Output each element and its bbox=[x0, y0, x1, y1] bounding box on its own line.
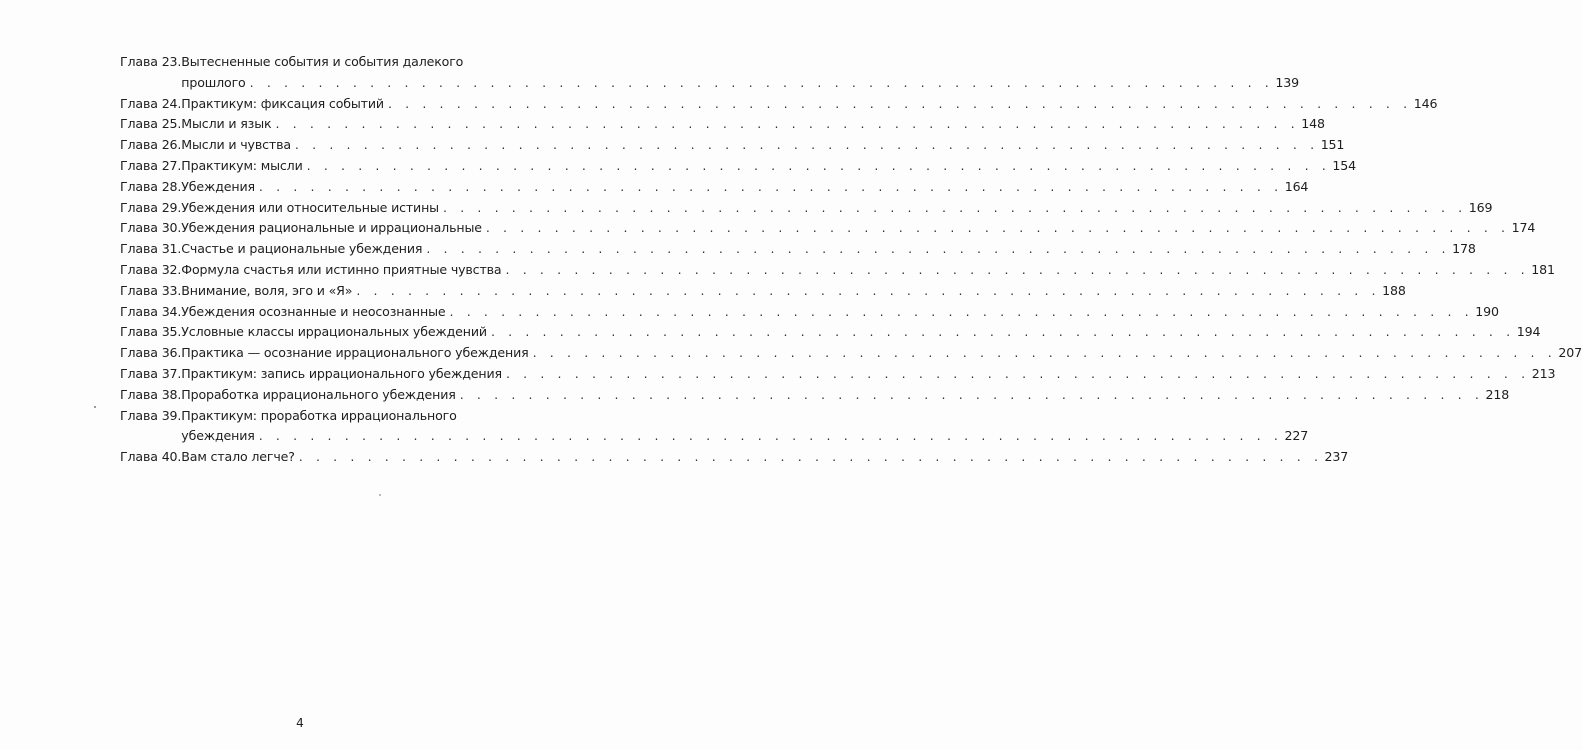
dot-leader bbox=[299, 447, 1323, 468]
chapter-title-line bbox=[181, 114, 1325, 135]
chapter-label: Глава 23. bbox=[120, 54, 182, 69]
chapter-title-block bbox=[181, 135, 1345, 156]
chapter-page-number: 151 bbox=[1320, 137, 1345, 153]
chapter-title-line bbox=[181, 322, 1541, 343]
chapter-title-block bbox=[181, 364, 1556, 385]
chapter-title-line bbox=[181, 385, 1510, 406]
dot-leader bbox=[426, 239, 1450, 260]
toc-entry bbox=[120, 198, 1493, 219]
chapter-page-number: 190 bbox=[1475, 303, 1499, 319]
chapter-page-number: 139 bbox=[1275, 74, 1299, 90]
toc-entry bbox=[120, 385, 1510, 406]
dot-leader bbox=[491, 322, 1515, 343]
dot-leader bbox=[356, 281, 1380, 302]
chapter-page-number: 146 bbox=[1413, 95, 1438, 111]
dot-leader bbox=[388, 94, 1412, 115]
dot-leader bbox=[486, 218, 1510, 239]
chapter-title-line bbox=[181, 260, 1555, 281]
dot-leader bbox=[250, 73, 1274, 94]
chapter-label: Глава 34. bbox=[120, 303, 182, 319]
dot-leader bbox=[533, 343, 1557, 364]
chapter-label: Глава 39. bbox=[120, 407, 182, 423]
toc-entry bbox=[120, 406, 1309, 448]
chapter-title-text: Счастье и рациональные убеждения bbox=[181, 241, 423, 257]
table-of-contents bbox=[120, 52, 1582, 468]
chapter-title-line bbox=[181, 177, 1309, 198]
chapter-title-block bbox=[181, 52, 1299, 94]
chapter-title-text: Убеждения осознанные и неосознанные bbox=[181, 303, 446, 319]
chapter-page-number: 237 bbox=[1324, 449, 1349, 465]
page-number: 4 bbox=[296, 716, 304, 730]
chapter-title-text: Практикум: запись иррационального убеждения bbox=[181, 365, 502, 381]
chapter-title-line bbox=[181, 302, 1499, 323]
chapter-title-line bbox=[181, 73, 1299, 94]
toc-entry bbox=[120, 94, 1438, 115]
chapter-page-number: 169 bbox=[1468, 199, 1493, 215]
chapter-title-text: Убеждения или относительные истины bbox=[181, 199, 439, 215]
chapter-page-number: 188 bbox=[1382, 282, 1406, 298]
chapter-page-number: 181 bbox=[1531, 261, 1555, 277]
chapter-title-line bbox=[181, 343, 1582, 364]
chapter-title-text: Практикум: фиксация событий bbox=[181, 95, 384, 111]
chapter-title-line bbox=[181, 426, 1309, 447]
chapter-title-line bbox=[181, 156, 1356, 177]
chapter-label: Глава 33. bbox=[120, 282, 182, 298]
toc-entry bbox=[120, 343, 1582, 364]
chapter-title-text: Условные классы иррациональных убеждений bbox=[181, 324, 487, 340]
toc-entry bbox=[120, 281, 1406, 302]
chapter-title-text: Мысли и чувства bbox=[181, 137, 291, 153]
scan-speck bbox=[94, 406, 96, 408]
chapter-title-block bbox=[181, 322, 1541, 343]
chapter-title-text: Убеждения рациональные и иррациональные bbox=[181, 220, 482, 236]
scan-speck bbox=[379, 494, 381, 496]
chapter-title-text: убеждения bbox=[181, 428, 255, 444]
chapter-label: Глава 38. bbox=[120, 386, 182, 402]
chapter-label: Глава 29. bbox=[120, 199, 182, 215]
chapter-label: Глава 35. bbox=[120, 324, 182, 340]
chapter-label: Глава 25. bbox=[120, 116, 182, 132]
chapter-title-line bbox=[181, 239, 1476, 260]
chapter-title-text: Практика — осознание иррационального убеждения bbox=[181, 345, 529, 361]
chapter-title-block bbox=[181, 302, 1499, 323]
chapter-title-text: Проработка иррационального убеждения bbox=[181, 386, 456, 402]
dot-leader bbox=[295, 135, 1319, 156]
chapter-title-line bbox=[181, 447, 1349, 468]
toc-entry bbox=[120, 114, 1325, 135]
chapter-title-block bbox=[181, 114, 1325, 135]
chapter-title-block bbox=[181, 406, 1309, 448]
chapter-title-text: Практикум: проработка иррационального bbox=[181, 407, 457, 423]
chapter-label: Глава 32. bbox=[120, 261, 182, 277]
chapter-page-number: 154 bbox=[1332, 157, 1356, 173]
toc-entry bbox=[120, 260, 1555, 281]
chapter-page-number: 148 bbox=[1301, 116, 1325, 132]
chapter-title-line bbox=[181, 135, 1345, 156]
chapter-title-line bbox=[181, 406, 512, 427]
chapter-title-text: Формула счастья или истинно приятные чувства bbox=[181, 261, 502, 277]
dot-leader bbox=[259, 177, 1283, 198]
dot-leader bbox=[443, 198, 1467, 219]
chapter-title-line bbox=[181, 364, 1556, 385]
chapter-title-text: Убеждения bbox=[181, 178, 255, 194]
chapter-page-number: 178 bbox=[1452, 241, 1476, 257]
chapter-title-block bbox=[181, 447, 1349, 468]
toc-entry bbox=[120, 135, 1345, 156]
dot-leader bbox=[449, 302, 1473, 323]
toc-entry bbox=[120, 302, 1499, 323]
toc-entry bbox=[120, 322, 1541, 343]
toc-entry bbox=[120, 177, 1309, 198]
toc-entry bbox=[120, 156, 1356, 177]
chapter-title-block bbox=[181, 239, 1476, 260]
chapter-title-block bbox=[181, 198, 1493, 219]
dot-leader bbox=[506, 260, 1530, 281]
chapter-page-number: 164 bbox=[1284, 178, 1309, 194]
chapter-label: Глава 37. bbox=[120, 365, 182, 381]
chapter-title-block bbox=[181, 385, 1510, 406]
chapter-title-text: Мысли и язык bbox=[181, 116, 272, 132]
dot-leader bbox=[460, 385, 1484, 406]
dot-leader bbox=[275, 114, 1299, 135]
chapter-page-number: 227 bbox=[1284, 428, 1309, 444]
chapter-title-text: Вытесненные события и события далекого bbox=[181, 54, 464, 69]
chapter-title-block bbox=[181, 177, 1309, 198]
chapter-page-number: 194 bbox=[1516, 324, 1541, 340]
chapter-label: Глава 26. bbox=[120, 137, 182, 153]
chapter-title-block bbox=[181, 94, 1438, 115]
chapter-page-number: 218 bbox=[1485, 386, 1510, 402]
chapter-title-text: Внимание, воля, эго и «Я» bbox=[181, 282, 353, 298]
dot-leader bbox=[506, 364, 1530, 385]
chapter-label: Глава 36. bbox=[120, 345, 182, 361]
chapter-label: Глава 30. bbox=[120, 220, 182, 236]
chapter-title-block bbox=[181, 218, 1536, 239]
chapter-title-block bbox=[181, 260, 1555, 281]
chapter-label: Глава 28. bbox=[120, 178, 182, 194]
chapter-title-text: Практикум: мысли bbox=[181, 157, 303, 173]
chapter-title-line bbox=[181, 94, 1438, 115]
chapter-title-line bbox=[181, 198, 1493, 219]
chapter-title-text: Вам стало легче? bbox=[181, 449, 295, 465]
dot-leader bbox=[259, 426, 1283, 447]
toc-entry bbox=[120, 447, 1349, 468]
chapter-title-line bbox=[181, 281, 1406, 302]
chapter-page-number: 174 bbox=[1511, 220, 1536, 236]
chapter-label: Глава 40. bbox=[120, 449, 182, 465]
chapter-label: Глава 24. bbox=[120, 95, 182, 111]
chapter-title-block bbox=[181, 281, 1406, 302]
toc-entry bbox=[120, 364, 1556, 385]
toc-entry bbox=[120, 239, 1476, 260]
toc-entry bbox=[120, 218, 1536, 239]
toc-entry bbox=[120, 52, 1299, 94]
chapter-page-number: 207 bbox=[1558, 345, 1582, 361]
chapter-page-number: 213 bbox=[1531, 365, 1556, 381]
chapter-title-block bbox=[181, 343, 1582, 364]
chapter-label: Глава 27. bbox=[120, 157, 182, 173]
chapter-label: Глава 31. bbox=[120, 241, 182, 257]
chapter-title-line bbox=[181, 52, 512, 73]
dot-leader bbox=[307, 156, 1331, 177]
chapter-title-block bbox=[181, 156, 1356, 177]
chapter-title-text: прошлого bbox=[181, 74, 246, 90]
chapter-title-line bbox=[181, 218, 1536, 239]
